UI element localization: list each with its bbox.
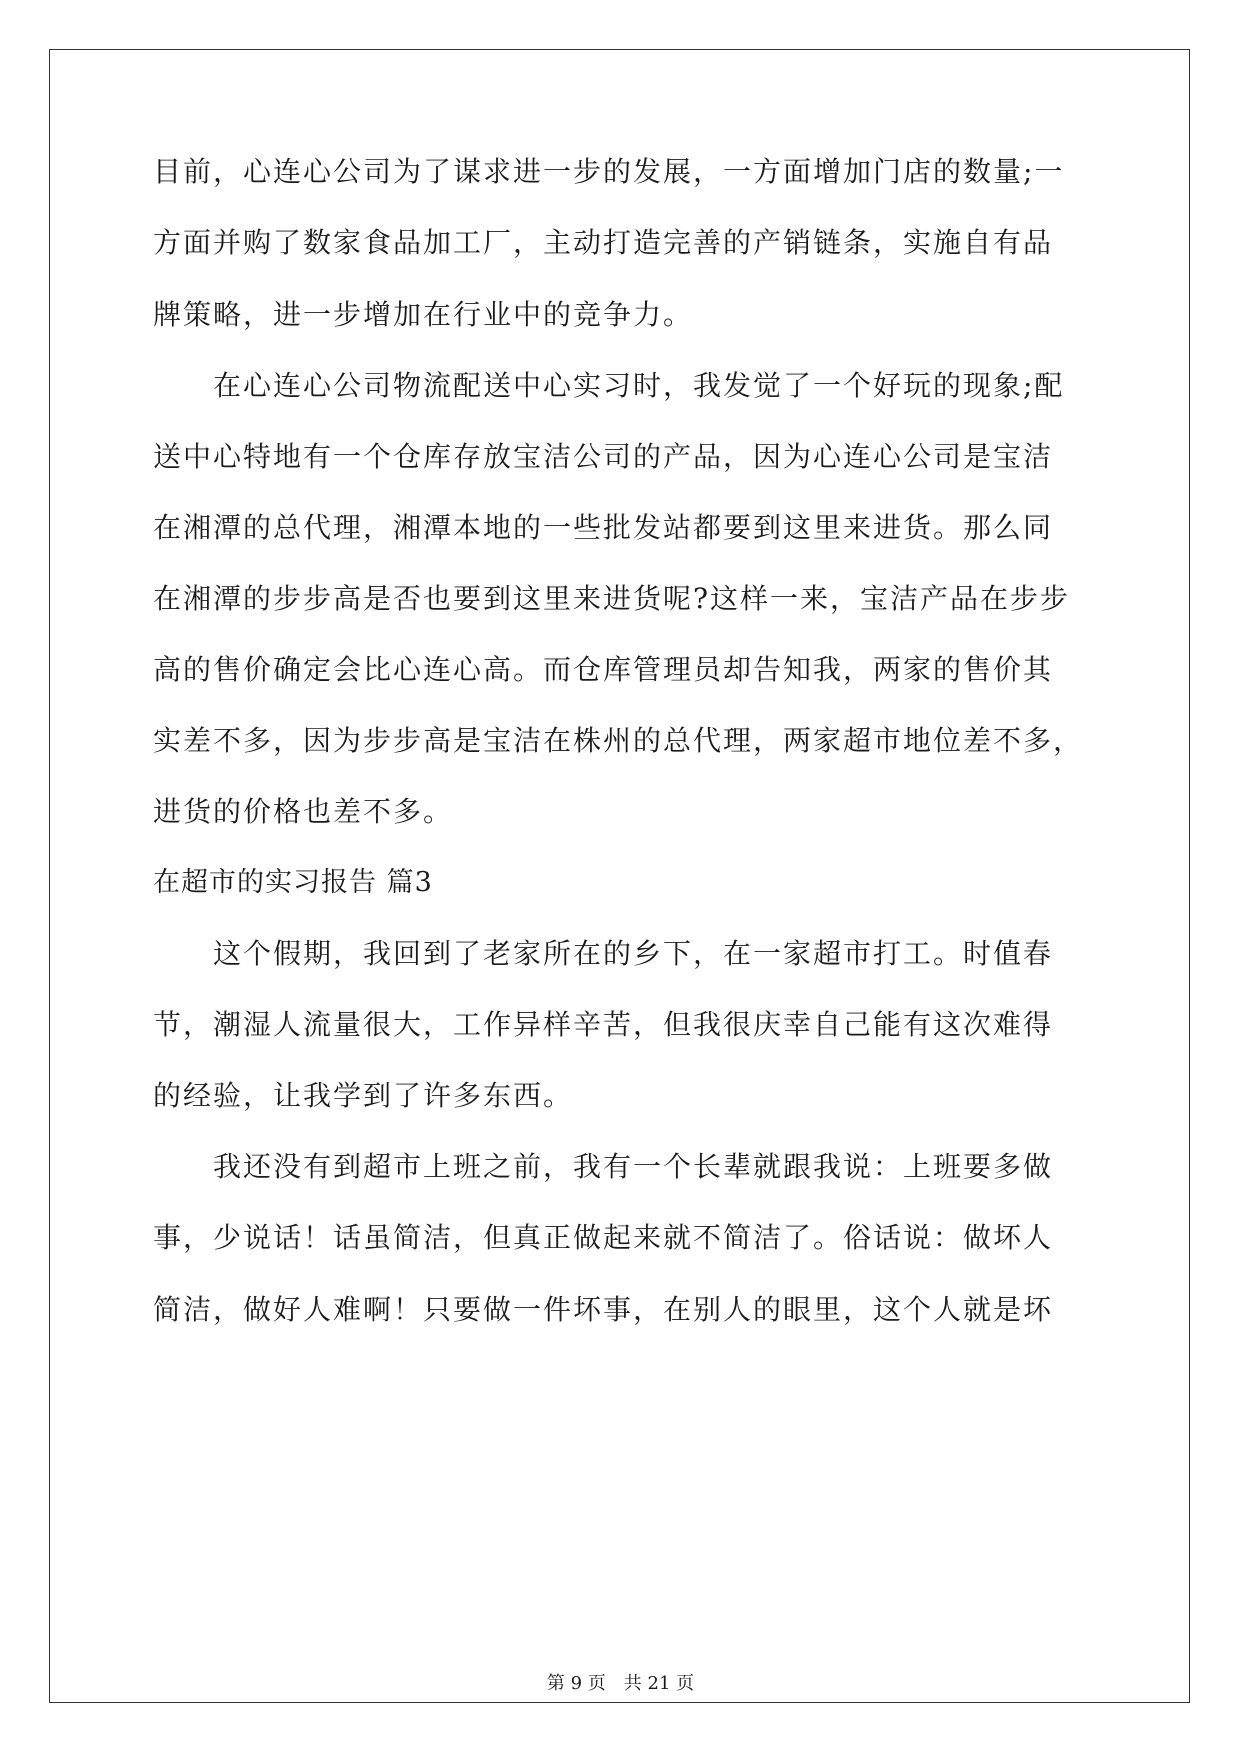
paragraph-2-line-3: 在湘潭的总代理，湘潭本地的一些批发站都要到这里来进货。那么同 (153, 511, 1054, 544)
paragraph-3-line-3: 的经验，让我学到了许多东西。 (153, 1079, 574, 1112)
paragraph-4-line-1: 我还没有到超市上班之前，我有一个长辈就跟我说：上班要多做 (213, 1150, 1054, 1183)
paragraph-2-line-7: 进货的价格也差不多。 (153, 795, 454, 828)
paragraph-1-line-2: 方面并购了数家食品加工厂，主动打造完善的产销链条，实施自有品 (153, 226, 1054, 259)
paragraph-2-line-4: 在湘潭的步步高是否也要到这里来进货呢?这样一来，宝洁产品在步步 (153, 582, 1071, 615)
paragraph-3-line-1: 这个假期，我回到了老家所在的乡下，在一家超市打工。时值春 (213, 937, 1054, 970)
paragraph-1-line-1: 目前，心连心公司为了谋求进一步的发展，一方面增加门店的数量;一 (153, 155, 1065, 188)
paragraph-4-line-3: 简洁，做好人难啊！只要做一件坏事，在别人的眼里，这个人就是坏 (153, 1293, 1054, 1326)
page-number-footer: 第 9 页 共 21 页 (546, 1673, 695, 1694)
paragraph-2-line-5: 高的售价确定会比心连心高。而仓库管理员却告知我，两家的售价其 (153, 653, 1054, 686)
section-heading: 在超市的实习报告 篇3 (153, 867, 433, 898)
paragraph-1-line-3: 牌策略，进一步增加在行业中的竞争力。 (153, 298, 694, 331)
paragraph-2-line-6: 实差不多，因为步步高是宝洁在株州的总代理，两家超市地位差不多， (153, 724, 1084, 757)
paragraph-2-line-1: 在心连心公司物流配送中心实习时，我发觉了一个好玩的现象;配 (213, 369, 1065, 402)
paragraph-3-line-2: 节，潮湿人流量很大，工作异样辛苦，但我很庆幸自己能有这次难得 (153, 1008, 1054, 1041)
paragraph-4-line-2: 事，少说话！话虽简洁，但真正做起来就不简洁了。俗话说：做坏人 (153, 1221, 1054, 1254)
paragraph-2-line-2: 送中心特地有一个仓库存放宝洁公司的产品，因为心连心公司是宝洁 (153, 440, 1054, 473)
